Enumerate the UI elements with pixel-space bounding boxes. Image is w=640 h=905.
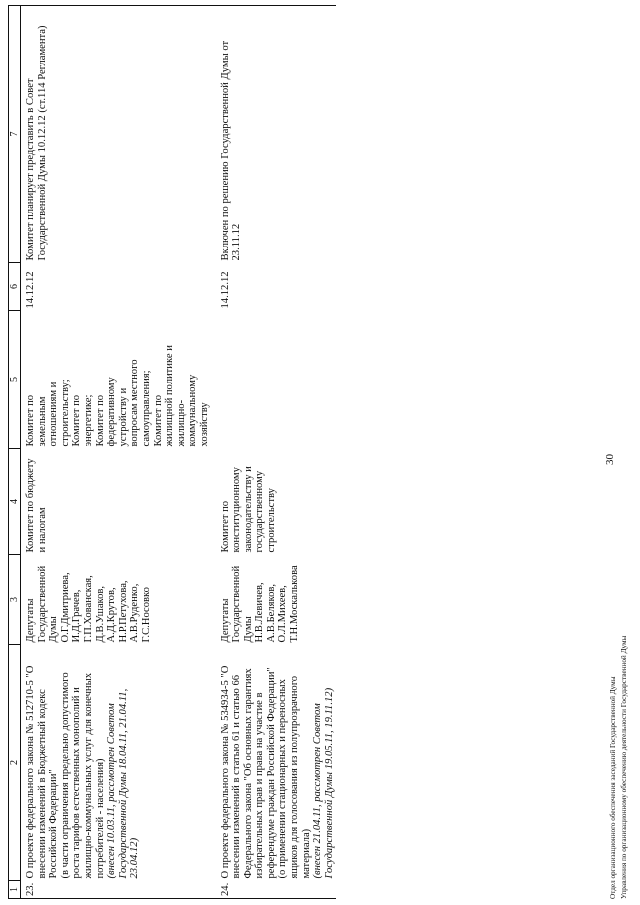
bill-title: О проекте федерального закона № 512710-5 "О внесении изменений в Бюджетный кодекс Российской Федерации" <box>25 665 60 879</box>
co-executor-committees: Комитет по земельным отношениям и строительству; Комитет по энергетике; Комитет по федеративному устройству и вопросам местного самоуправления; Комитет по жилищной политике и жилищно- коммунальному хозяйству <box>25 345 210 447</box>
bill-description <box>21 645 212 881</box>
col-number-7: 7 <box>9 6 21 263</box>
bill-subject: (о применении стационарных и переносных ящиков для голосования из полупрозрачного материала) <box>277 675 312 879</box>
col-number-1: 1 <box>9 881 21 899</box>
row-number: 23. <box>21 881 212 899</box>
col-number-3: 3 <box>9 555 21 645</box>
bill-authors: Депутаты Государственной Думы Н.В.Левичев, А.В.Беляков, О.Л.Михеев, Т.Н.Москалькова <box>219 565 301 643</box>
footer-department: Отдел организационного обеспечения заседаний Государственной Думы <box>609 676 617 899</box>
col-number-6: 6 <box>9 263 21 311</box>
responsible-committee: Комитет по конституционному законодательству и государственному строительству <box>219 466 277 553</box>
bill-subject: (в части ограничения предельно допустимого роста тарифов естественных монополий и жилищно-коммунальных услуг для конечных потребителей - населения) <box>59 672 106 879</box>
table-row <box>212 6 337 899</box>
responsible-committee: Комитет по бюджету и налогам <box>25 458 48 553</box>
bill-dates: (внесен 10.03.11, рассмотрен Советом Государственной Думы 18.04.11, 21.04.11, 23.04.12) <box>106 688 141 879</box>
bill-description <box>212 645 337 881</box>
bill-note: Комитет планирует представить в Совет Государственной Думы 10.12.12 (ст.114 Регламента) <box>21 6 212 263</box>
bill-title: О проекте федерального закона № 534934-5 "О внесении изменений в статью 61 и статью 66 Федерального закона "Об основных гарантиях избирательных прав и права на участие в референдуме граждан Российской Федерации" <box>219 665 277 879</box>
table-row <box>21 6 212 899</box>
bill-dates: (внесен 21.04.11, рассмотрен Советом Государственной Думы 19.05.11, 19.11.12) <box>312 687 335 879</box>
col-number-4: 4 <box>9 449 21 555</box>
bills-table <box>8 5 336 899</box>
col-number-2: 2 <box>9 645 21 881</box>
column-numbers-row <box>9 6 21 899</box>
page-number: 30 <box>604 454 616 465</box>
row-number: 24. <box>212 881 337 899</box>
footer-directorate: Управления по организационному обеспечению деятельности Государственной Думы <box>620 635 628 899</box>
bill-authors: Депутаты Государственной Думы О.Г.Дмитриева, И.Д.Грачев, Г.П.Хованская, Д.В.Ушаков, А.Д.Крутов, Н.Р.Петухова, А.В.Руденко, Г.С.Носовко <box>25 565 152 643</box>
col-number-5: 5 <box>9 311 21 449</box>
co-executor-committees <box>212 311 337 449</box>
bill-note: Включен по решению Государственной Думы от 23.11.12 <box>212 6 337 263</box>
consideration-date: 14.12.12 <box>25 271 36 309</box>
consideration-date: 14.12.12 <box>219 271 231 309</box>
